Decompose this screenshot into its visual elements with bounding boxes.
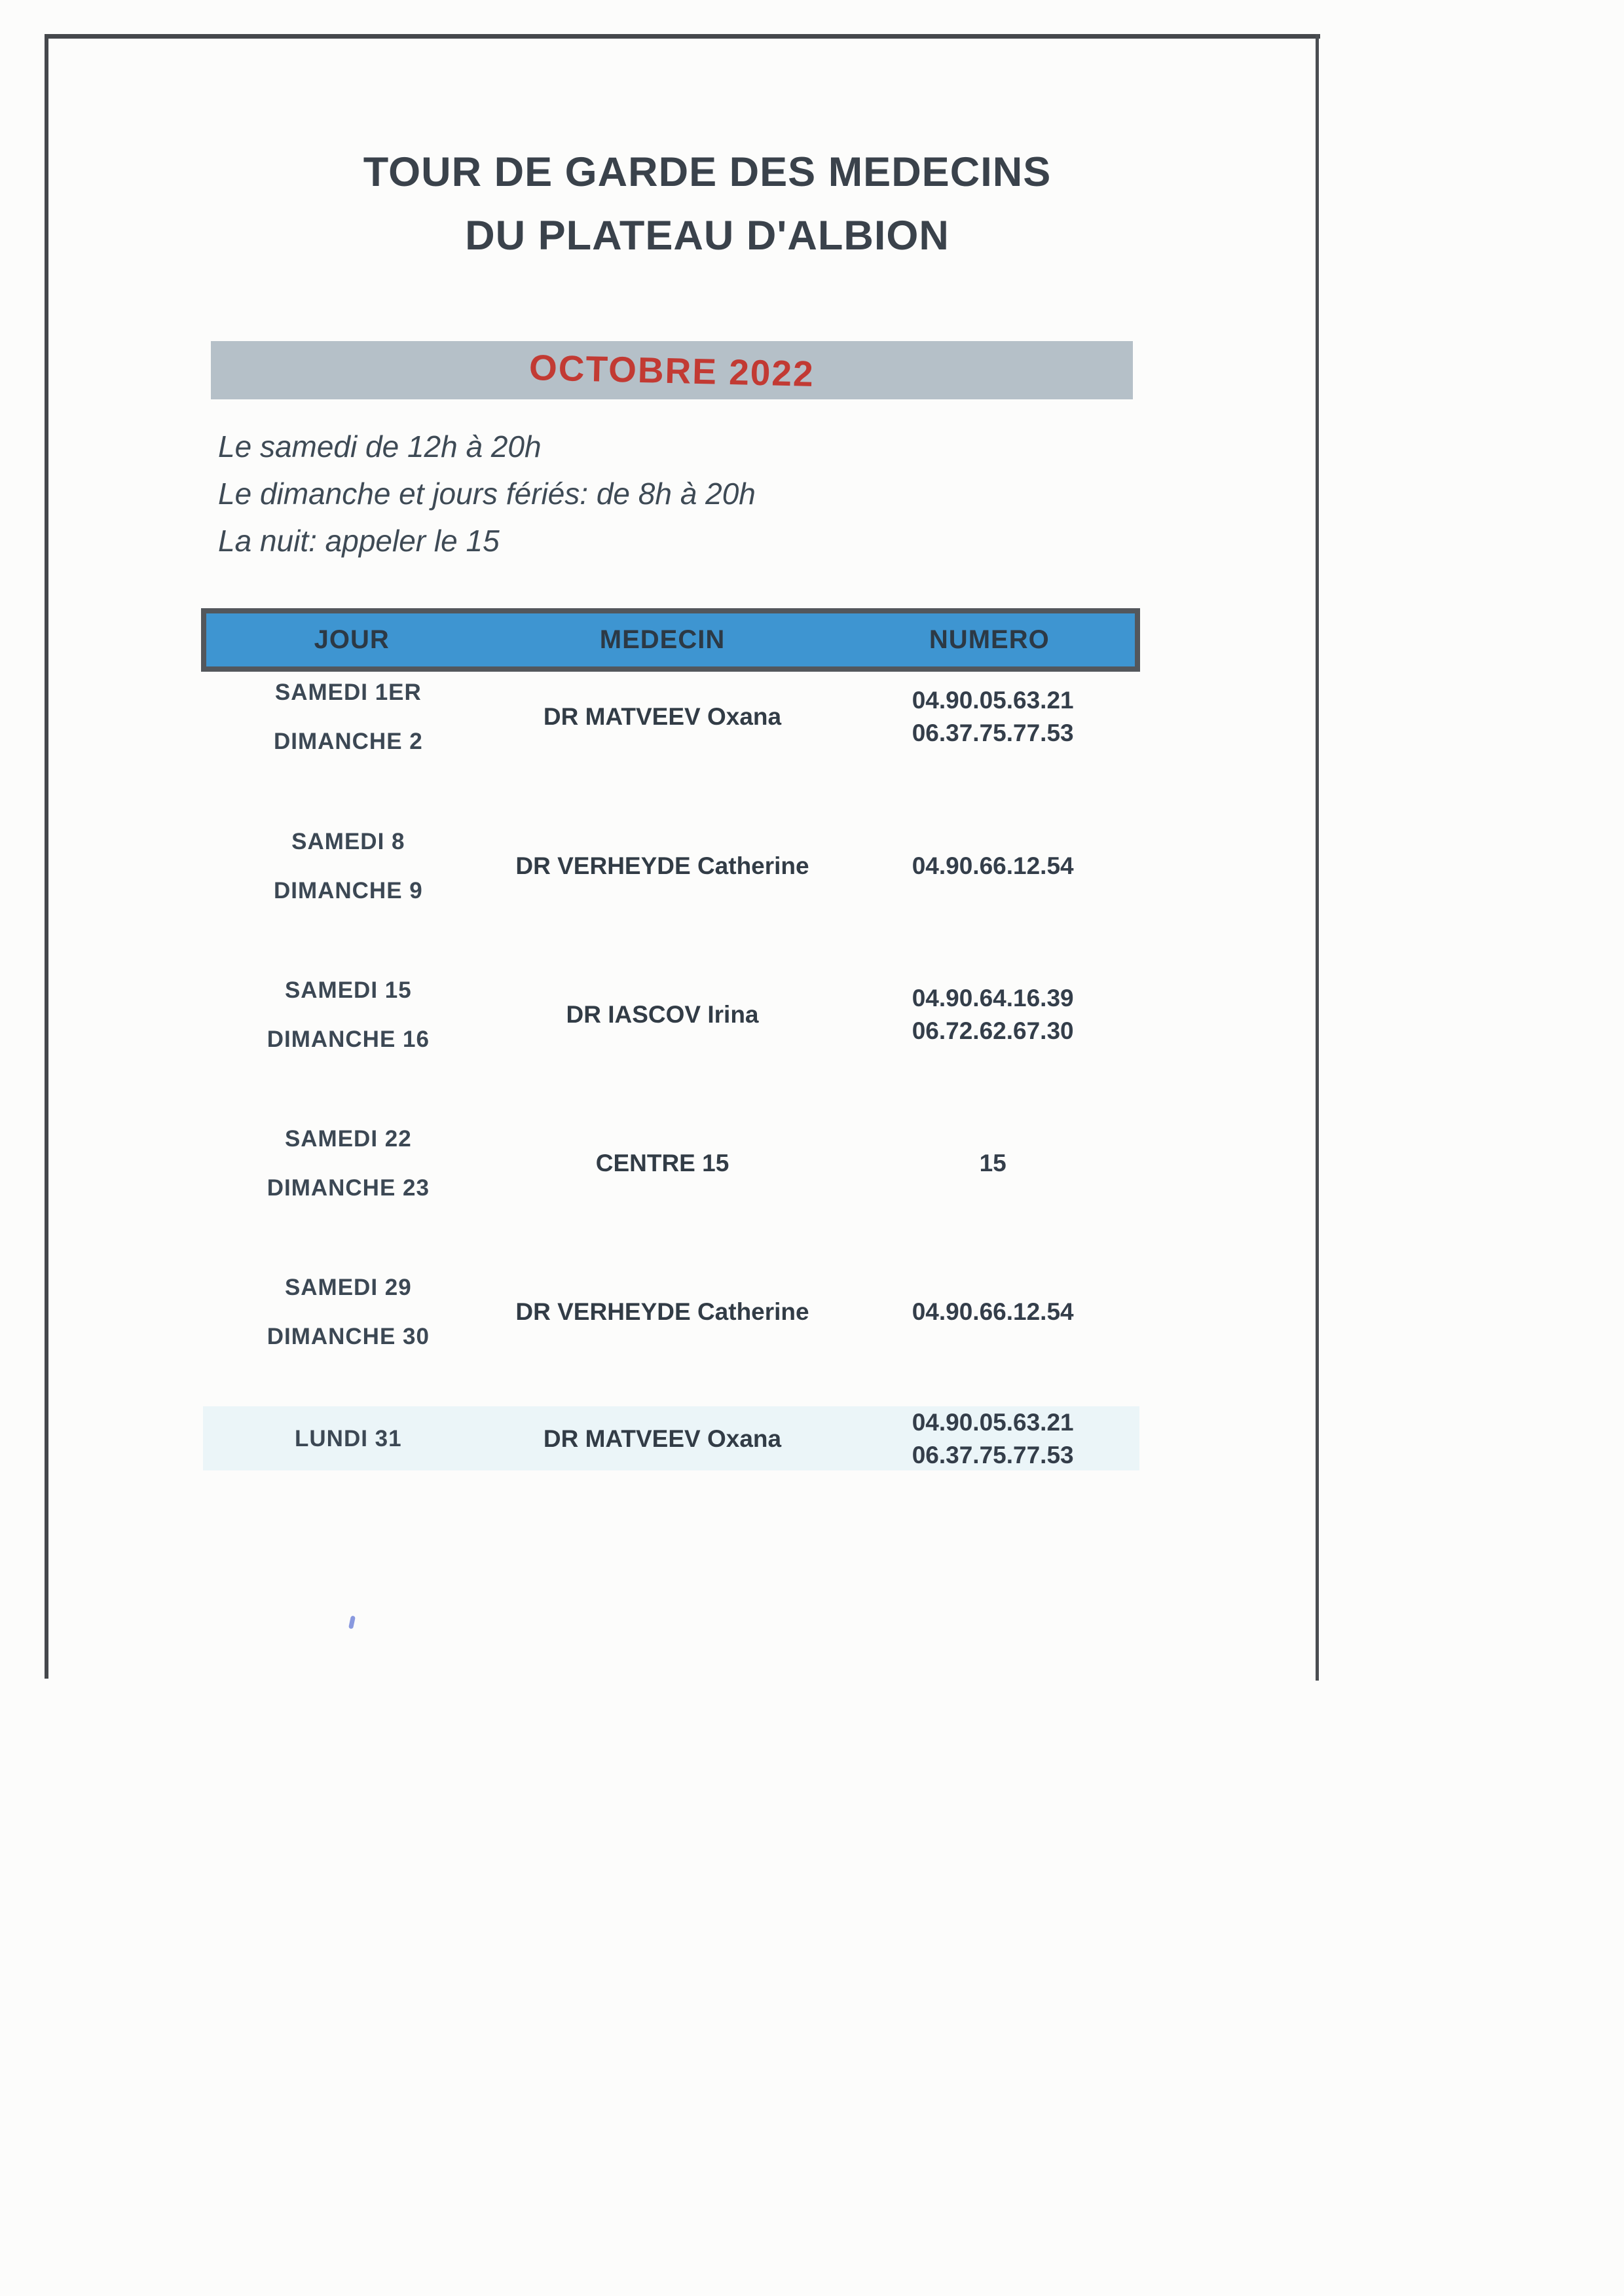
page-border-top [45, 34, 1320, 39]
number-cell [809, 1269, 1140, 1355]
phone-number: 06.72.62.67.30 [912, 1017, 1074, 1044]
doctor-cell [515, 1396, 810, 1482]
doctor-name: DR VERHEYDE Catherine [515, 1298, 809, 1325]
number-cell [809, 824, 1140, 909]
doctor-name: DR VERHEYDE Catherine [515, 852, 809, 879]
phone-number: 15 [979, 1150, 1006, 1176]
day-label: SAMEDI 8 [291, 828, 405, 854]
doctor-cell [515, 1269, 810, 1355]
table-row [201, 674, 1140, 759]
doctor-cell [515, 1121, 810, 1206]
day-label: DIMANCHE 23 [267, 1175, 430, 1201]
day-label: DIMANCHE 16 [267, 1026, 430, 1052]
column-header-numero: NUMERO [929, 625, 1050, 654]
phone-number: 04.90.66.12.54 [912, 1298, 1074, 1325]
note-sunday-hours: Le dimanche et jours fériés: de 8h à 20h [218, 477, 756, 511]
document-title-line2: DU PLATEAU D'ALBION [465, 213, 950, 259]
number-cell [809, 674, 1140, 759]
phone-number: 04.90.05.63.21 [912, 1409, 1074, 1436]
phone-number: 06.37.75.77.53 [912, 720, 1074, 746]
table-row [201, 1396, 1140, 1482]
schedule-notes [218, 423, 1037, 564]
day-label: LUNDI 31 [295, 1426, 402, 1451]
day-label: DIMANCHE 2 [273, 728, 423, 754]
number-cell [809, 972, 1140, 1057]
doctor-cell [515, 674, 810, 759]
day-cell [201, 1121, 515, 1206]
phone-number: 04.90.66.12.54 [912, 852, 1074, 879]
day-label: SAMEDI 29 [284, 1274, 412, 1300]
phone-number: 06.37.75.77.53 [912, 1442, 1074, 1468]
note-saturday-hours: Le samedi de 12h à 20h [218, 429, 542, 464]
day-label: SAMEDI 1ER [274, 679, 422, 705]
doctor-name: DR IASCOV Irina [566, 1001, 759, 1028]
doctor-name: CENTRE 15 [595, 1150, 729, 1176]
day-cell [201, 1269, 515, 1355]
phone-number: 04.90.64.16.39 [912, 985, 1074, 1011]
table-header [201, 608, 1140, 672]
number-cell [809, 1396, 1140, 1482]
column-header-medecin: MEDECIN [599, 625, 726, 654]
day-label: SAMEDI 15 [284, 977, 412, 1003]
day-cell [201, 1396, 515, 1482]
note-night-hours: La nuit: appeler le 15 [218, 524, 500, 558]
doctor-name: DR MATVEEV Oxana [543, 1425, 782, 1452]
page-border-left [45, 34, 48, 1679]
number-cell [809, 1121, 1140, 1206]
table-row [201, 972, 1140, 1057]
phone-number: 04.90.05.63.21 [912, 687, 1074, 714]
document-title [262, 141, 1153, 268]
column-header-jour: JOUR [314, 625, 390, 654]
month-banner [211, 341, 1133, 399]
day-cell [201, 972, 515, 1057]
doctor-name: DR MATVEEV Oxana [543, 703, 782, 730]
day-label: DIMANCHE 30 [267, 1323, 430, 1349]
month-banner-label: OCTOBRE 2022 [528, 346, 815, 394]
stray-pen-mark [348, 1615, 356, 1629]
doctor-cell [515, 824, 810, 909]
table-row [201, 824, 1140, 909]
table-row [201, 1121, 1140, 1206]
day-cell [201, 824, 515, 909]
day-label: SAMEDI 22 [284, 1125, 412, 1152]
document-title-line1: TOUR DE GARDE DES MEDECINS [363, 149, 1052, 195]
day-label: DIMANCHE 9 [273, 877, 423, 903]
doctor-cell [515, 972, 810, 1057]
table-row [201, 1269, 1140, 1355]
page-border-right [1316, 34, 1319, 1681]
day-cell [201, 674, 515, 759]
